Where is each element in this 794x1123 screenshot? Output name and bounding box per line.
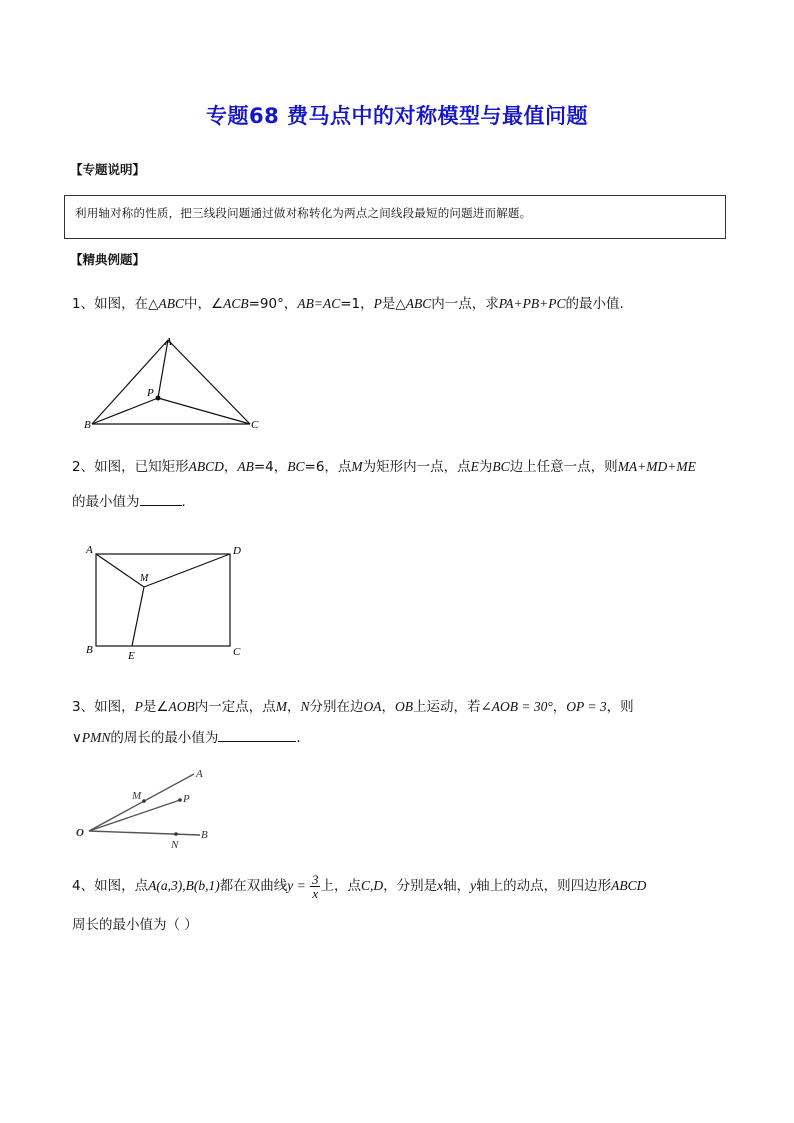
description-text: 利用轴对称的性质，把三线段问题通过做对称转化为两点之间线段最短的问题进而解题。: [75, 206, 532, 220]
segment-pb: [92, 398, 158, 424]
figure-q1-triangle: [80, 330, 280, 435]
ray-op: [89, 800, 180, 831]
label-c: C: [251, 419, 259, 431]
ray-ob: [89, 831, 200, 835]
section-heading-description: 【专题说明】: [70, 162, 146, 177]
point-m: [142, 799, 146, 803]
point-p: [178, 798, 182, 802]
segment-md: [144, 554, 230, 587]
section-heading-examples: 【精典例题】: [70, 252, 146, 267]
segment-ma: [96, 554, 144, 587]
label-c: C: [233, 646, 241, 658]
answer-blank-q3[interactable]: [218, 729, 296, 742]
segment-ab: [92, 340, 168, 424]
label-a: A: [165, 336, 172, 348]
question-2: 2、如图，已知矩形ABCD，AB=4，BC=6，点M为矩形内一点，点E为BC边上任意一点，则MA+MD+ME: [72, 459, 696, 475]
question-1: 1、如图，在△ABC中，∠ACB=90°，AB=AC=1，P是△ABC内一点，求PA+PB+PC的最小值.: [72, 296, 624, 312]
description-box: [64, 195, 726, 239]
segment-pc: [158, 398, 250, 424]
question-4: 4、如图，点A(a,3),B(b,1)都在双曲线y = $\frac{3}{x}$ 上，点C,D，分别是x轴，y轴上的动点，则四边形ABCD: [72, 871, 647, 901]
question-4-line2: 周长的最小值为（ ）: [72, 917, 198, 933]
label-d: D: [233, 545, 241, 557]
label-o: O: [76, 827, 84, 839]
label-n: N: [171, 839, 179, 851]
segment-me: [132, 587, 144, 646]
fraction-3-over-x: $\frac{3}{x}$: [311, 871, 319, 901]
label-p: P: [147, 387, 154, 399]
figure-q3-angle: [74, 762, 224, 852]
page-title: 专题68 费马点中的对称模型与最值问题: [205, 104, 589, 128]
segment-ca: [168, 340, 250, 424]
label-b: B: [201, 829, 208, 841]
question-3: 3、如图，P是∠AOB内一定点，点M，N分别在边OA，OB上运动，若∠AOB = 30°，OP = 3，则: [72, 699, 634, 715]
label-m: M: [140, 573, 149, 584]
label-b: B: [84, 419, 91, 431]
question-3-line2: ∨PMN的周长的最小值为 .: [72, 730, 301, 746]
ray-oa: [89, 774, 194, 831]
label-e: E: [128, 650, 135, 662]
label-a: A: [196, 768, 203, 780]
figure-q2-rectangle: [80, 540, 260, 665]
point-n: [174, 832, 178, 836]
label-m: M: [132, 790, 142, 802]
label-p: P: [183, 793, 190, 805]
label-b: B: [86, 644, 93, 656]
label-a: A: [86, 544, 93, 556]
question-2-line2: 的最小值为 .: [72, 494, 186, 510]
point-p: [156, 396, 161, 401]
answer-blank-q2[interactable]: [140, 493, 182, 506]
